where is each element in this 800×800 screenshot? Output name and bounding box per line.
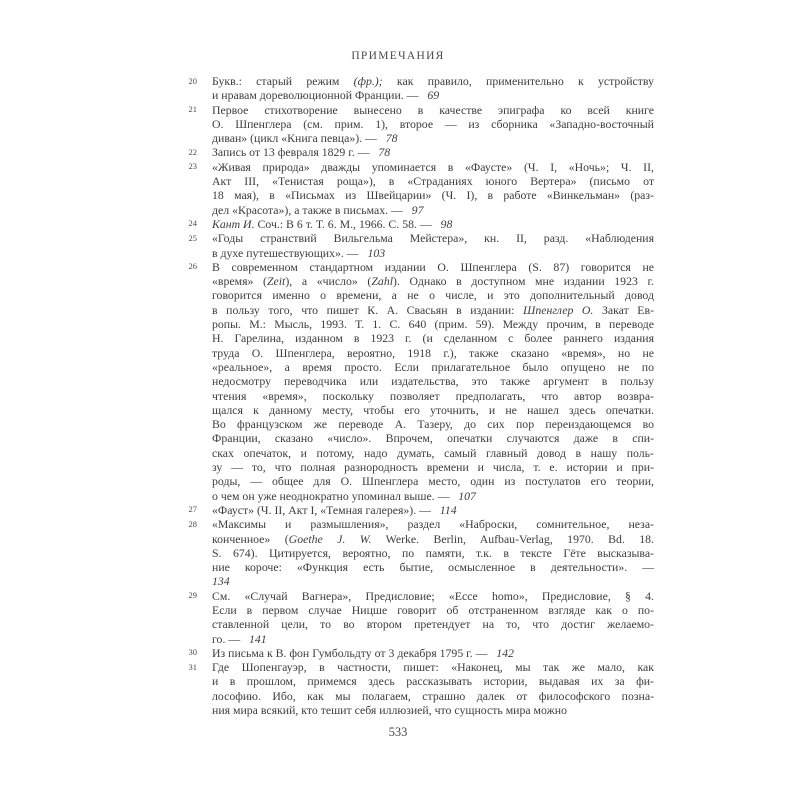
note-item <box>188 259 654 503</box>
note-line: «Живая природа» дважды упоминается в «Фаусте» (Ч. I, «Ночь»; Ч. II, <box>212 159 654 174</box>
note-item <box>188 74 654 103</box>
note-line: ропы. М.: Мысль, 1993. Т. 1. С. 640 (прим. 59). Между прочим, в переводе <box>212 317 654 332</box>
note-line: Где Шопенгауэр, в частности, пишет: «Наконец, мы так же мало, как <box>212 660 654 675</box>
note-line: го. — 141 <box>212 631 267 646</box>
note-item <box>188 231 654 260</box>
note-lines <box>212 503 654 517</box>
note-line: роды, — общее для О. Шпенглера место, один из постулатов его теории, <box>212 474 654 489</box>
note-line: ние короче: «Функция есть бытие, осмысленное в деятельности». — <box>212 560 654 575</box>
note-line: «Максимы и размышления», раздел «Наброски, сомнительное, неза- <box>212 517 654 532</box>
note-line: ставленной цели, то во втором претендует на то, что достиг желаемо- <box>212 617 654 632</box>
note-item <box>188 216 654 231</box>
note-line: Во французском же переводе А. Тазеру, до сих пор переиздающемся во <box>212 417 654 432</box>
page-number: 533 <box>388 725 408 739</box>
note-line: в духе путешествующих». — 103 <box>212 245 386 260</box>
note-line: Первое стихотворение вынесено в качестве эпиграфа ко всей книге <box>212 102 654 117</box>
note-number: 20 <box>188 75 197 86</box>
note-lines <box>212 589 654 646</box>
note-line: лософию. Ибо, как мы полагаем, страшно далек от философского позна- <box>212 688 654 703</box>
note-number: 30 <box>188 647 197 658</box>
note-line: Из письма к В. фон Гумбольдту от 3 декабря 1795 г. — 142 <box>212 645 514 660</box>
note-line: Франции, сказано «число». Впрочем, опечатки случаются даже в спи- <box>212 431 654 446</box>
note-item <box>188 645 654 660</box>
note-item <box>188 102 654 146</box>
note-number: 27 <box>188 504 197 515</box>
note-line: О. Шпенглера (см. прим. 1), второе — из сборника «Западно-восточный <box>212 116 654 131</box>
note-line: «реальное», а время просто. Если прилагательное было опущено не по <box>212 359 654 374</box>
note-item <box>188 159 654 217</box>
note-line: S. 674). Цитируется, вероятно, по памяти, т.к. в тексте Гёте высказыва- <box>212 545 654 560</box>
page-header: ПРИМЕЧАНИЯ <box>351 50 445 62</box>
note-line: недосмотру переводчика или издательства, это также аргумент в пользу <box>212 374 654 389</box>
note-line: Букв.: старый режим (фр.); как правило, применительно к устройству <box>212 74 654 88</box>
note-lines <box>212 231 654 260</box>
note-item <box>188 502 654 517</box>
note-lines <box>212 517 654 588</box>
note-number: 29 <box>188 590 197 601</box>
note-line: Запись от 13 февраля 1829 г. — 78 <box>212 145 391 160</box>
note-line: См. «Случай Вагнера», Предисловие; «Ecce homo», Предисловие, § 4. <box>212 588 654 603</box>
note-number: 22 <box>188 146 197 157</box>
note-line: и нравам дореволюционной Франции. — 69 <box>212 88 440 103</box>
note-line: конченное» (Goethe J. W. Werke. Berlin, Aufbau-Verlag, 1970. Bd. 18. <box>212 531 654 546</box>
note-item <box>188 517 654 589</box>
note-line: в пользу того, что пишет К. А. Свасьян в издании: Шпенглер О. Закат Ев- <box>212 302 654 317</box>
note-line: Если в первом случае Ницше говорит об отстраненном взгляде как о по- <box>212 602 654 617</box>
note-number: 26 <box>188 261 197 272</box>
note-lines <box>212 646 654 660</box>
note-line: щался к данному месту, чтобы его уточнить, и не нашел здесь опечатки. <box>212 402 654 417</box>
note-lines <box>212 74 654 103</box>
note-number: 23 <box>188 161 197 172</box>
note-line: Н. Гарелина, изданном в 1923 г. (и сделанном с более раннего издания <box>212 331 654 346</box>
note-line: и в прошлом, примемся здесь рассказывать истории, выдавая их за фи- <box>212 674 654 689</box>
note-lines <box>212 217 654 231</box>
note-line: Акт III, «Тенистая роща»), в «Страданиях юного Вертера» (письмо от <box>212 174 654 189</box>
note-lines <box>212 160 654 217</box>
note-number: 25 <box>188 232 197 243</box>
note-line: зу — то, что полная разнородность времени и числа, т. е. истории и при- <box>212 460 654 475</box>
notes-list <box>188 74 654 718</box>
note-lines <box>212 260 654 503</box>
note-line: диван» (цикл «Книга певца»). — 78 <box>212 131 398 146</box>
note-line: ния мира всякий, кто тешит себя иллюзией, что сущность мира можно <box>212 703 567 718</box>
note-item <box>188 145 654 160</box>
note-lines <box>212 103 654 146</box>
note-number: 24 <box>188 218 197 229</box>
note-line: Кант И. Соч.: В 6 т. Т. 6. М., 1966. С. 58. — 98 <box>212 216 453 231</box>
note-number: 28 <box>188 518 197 529</box>
note-line: 134 <box>212 574 230 589</box>
note-line: сках опечаток, и потому, надо думать, самый главный довод в нашу поль- <box>212 445 654 460</box>
note-line: чтения «время», поскольку позволяет предполагать, что автор возвра- <box>212 388 654 403</box>
note-item <box>188 660 654 718</box>
note-line: «Годы странствий Вильгельма Мейстера», кн. II, разд. «Наблюдения <box>212 231 654 246</box>
note-item <box>188 588 654 646</box>
note-line: «Фауст» (Ч. II, Акт I, «Темная галерея»). — 114 <box>212 502 457 517</box>
note-line: «время» (Zeit), а «число» (Zahl). Однако в доступном мне издании 1923 г. <box>212 274 654 289</box>
note-lines <box>212 145 654 159</box>
note-line: труда О. Шпенглера, вероятно, 1918 г.), также сказано «время», но не <box>212 345 654 360</box>
note-line: говорится именно о времени, а не о числе, и это дополнительный довод <box>212 288 654 303</box>
note-line: В современном стандартном издании О. Шпенглера (S. 87) говорится не <box>212 259 654 274</box>
note-line: дел «Красота»), а также в письмах. — 97 <box>212 202 424 217</box>
note-line: 18 мая), в «Письмах из Швейцарии» (Ч. I), в работе «Винкельман» (раз- <box>212 188 654 203</box>
note-number: 31 <box>188 661 197 672</box>
note-line: о чем он уже неоднократно упоминал выше. — 107 <box>212 488 476 503</box>
note-number: 21 <box>188 104 197 115</box>
note-lines <box>212 660 654 717</box>
